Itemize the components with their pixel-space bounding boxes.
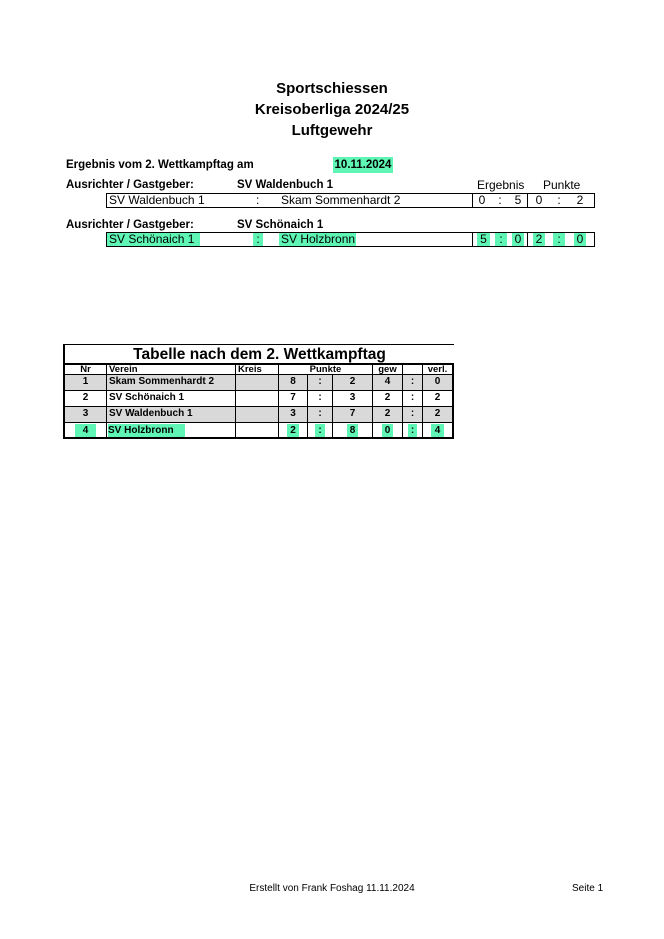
- header-nr: Nr: [80, 365, 91, 374]
- host-name-1: SV Waldenbuch 1: [237, 179, 334, 191]
- match-home-team: SV Waldenbuch 1: [109, 193, 205, 207]
- header-gew: gew: [378, 365, 397, 374]
- score-home: 5: [477, 233, 490, 246]
- row-verl: 0: [434, 376, 441, 387]
- match-home-team: SV Schönaich 1: [107, 233, 200, 246]
- header-verein: Verein: [109, 365, 138, 374]
- row-sep: :: [410, 408, 415, 419]
- points-home: 2: [533, 233, 545, 246]
- header-punkte: Punkte: [309, 365, 342, 374]
- row-points-minus: 3: [349, 392, 356, 403]
- points-home: 0: [535, 193, 543, 207]
- row-gew: 2: [384, 392, 391, 403]
- matchday-label: Ergebnis vom 2. Wettkampftag am: [66, 159, 254, 171]
- doc-title-line2: Kreisoberliga 2024/25: [254, 101, 410, 118]
- table-row: [63, 375, 454, 391]
- host-name-2: SV Schönaich 1: [237, 219, 324, 231]
- score-away: 5: [514, 193, 522, 207]
- row-gew: 2: [384, 408, 391, 419]
- row-points-plus: 8: [290, 376, 296, 387]
- row-points-minus: 7: [349, 408, 356, 419]
- row-points-sep: :: [318, 392, 322, 403]
- doc-title-line1: Sportschiessen: [276, 80, 388, 97]
- header-verl: verl.: [427, 365, 448, 374]
- table-row: [63, 407, 454, 423]
- row-points-plus: 3: [290, 408, 296, 419]
- score-sep: :: [495, 233, 507, 246]
- score-sep: :: [498, 193, 502, 207]
- row-nr: 3: [82, 408, 89, 419]
- row-nr: 2: [82, 392, 89, 403]
- row-nr: 1: [82, 376, 89, 387]
- row-verein: SV Holzbronn: [108, 424, 185, 437]
- col-ergebnis: Ergebnis: [477, 178, 525, 192]
- match-away-team: SV Holzbronn: [281, 232, 356, 246]
- score-away: 0: [512, 233, 524, 246]
- row-sep: :: [408, 424, 417, 437]
- points-sep: :: [553, 233, 565, 246]
- row-verein: SV Waldenbuch 1: [109, 408, 193, 419]
- row-points-sep: :: [318, 376, 322, 387]
- row-sep: :: [410, 392, 415, 403]
- points-sep: :: [557, 193, 561, 207]
- row-points-sep: :: [315, 424, 325, 437]
- footer-created: Erstellt von Frank Foshag 11.11.2024: [249, 883, 415, 894]
- header-kreis: Kreis: [238, 365, 262, 374]
- row-gew: 4: [384, 376, 391, 387]
- matchday-date: 10.11.2024: [334, 159, 392, 171]
- match-separator: :: [256, 193, 260, 207]
- footer-page-number: Seite 1: [572, 883, 604, 894]
- row-verl: 2: [434, 408, 441, 419]
- standings-header-row: [63, 363, 454, 375]
- row-nr: 4: [75, 424, 96, 437]
- points-away: 2: [576, 193, 584, 207]
- host-label-2: Ausrichter / Gastgeber:: [66, 219, 194, 231]
- standings-title: Tabelle nach dem 2. Wettkampftag: [63, 344, 454, 363]
- doc-title-line3: Luftgewehr: [291, 122, 373, 139]
- match-row-1: [106, 193, 595, 208]
- table-row: [63, 391, 454, 407]
- match-row-2: [106, 232, 595, 247]
- row-verein: Skam Sommenhardt 2: [109, 376, 215, 387]
- score-home: 0: [478, 193, 486, 207]
- row-points-plus: 7: [290, 392, 296, 403]
- match-separator: :: [253, 233, 263, 246]
- row-points-minus: 8: [347, 424, 358, 437]
- match-away-team: Skam Sommenhardt 2: [281, 193, 401, 207]
- row-verl: 2: [434, 392, 441, 403]
- table-row: [63, 423, 454, 439]
- row-points-minus: 2: [349, 376, 356, 387]
- points-away: 0: [574, 233, 586, 246]
- row-gew: 0: [382, 424, 393, 437]
- host-label-1: Ausrichter / Gastgeber:: [66, 179, 194, 191]
- row-points-sep: :: [318, 408, 322, 419]
- col-punkte: Punkte: [543, 178, 581, 192]
- row-points-plus: 2: [287, 424, 299, 437]
- row-verein: SV Schönaich 1: [109, 392, 185, 403]
- row-sep: :: [410, 376, 415, 387]
- row-verl: 4: [431, 424, 444, 437]
